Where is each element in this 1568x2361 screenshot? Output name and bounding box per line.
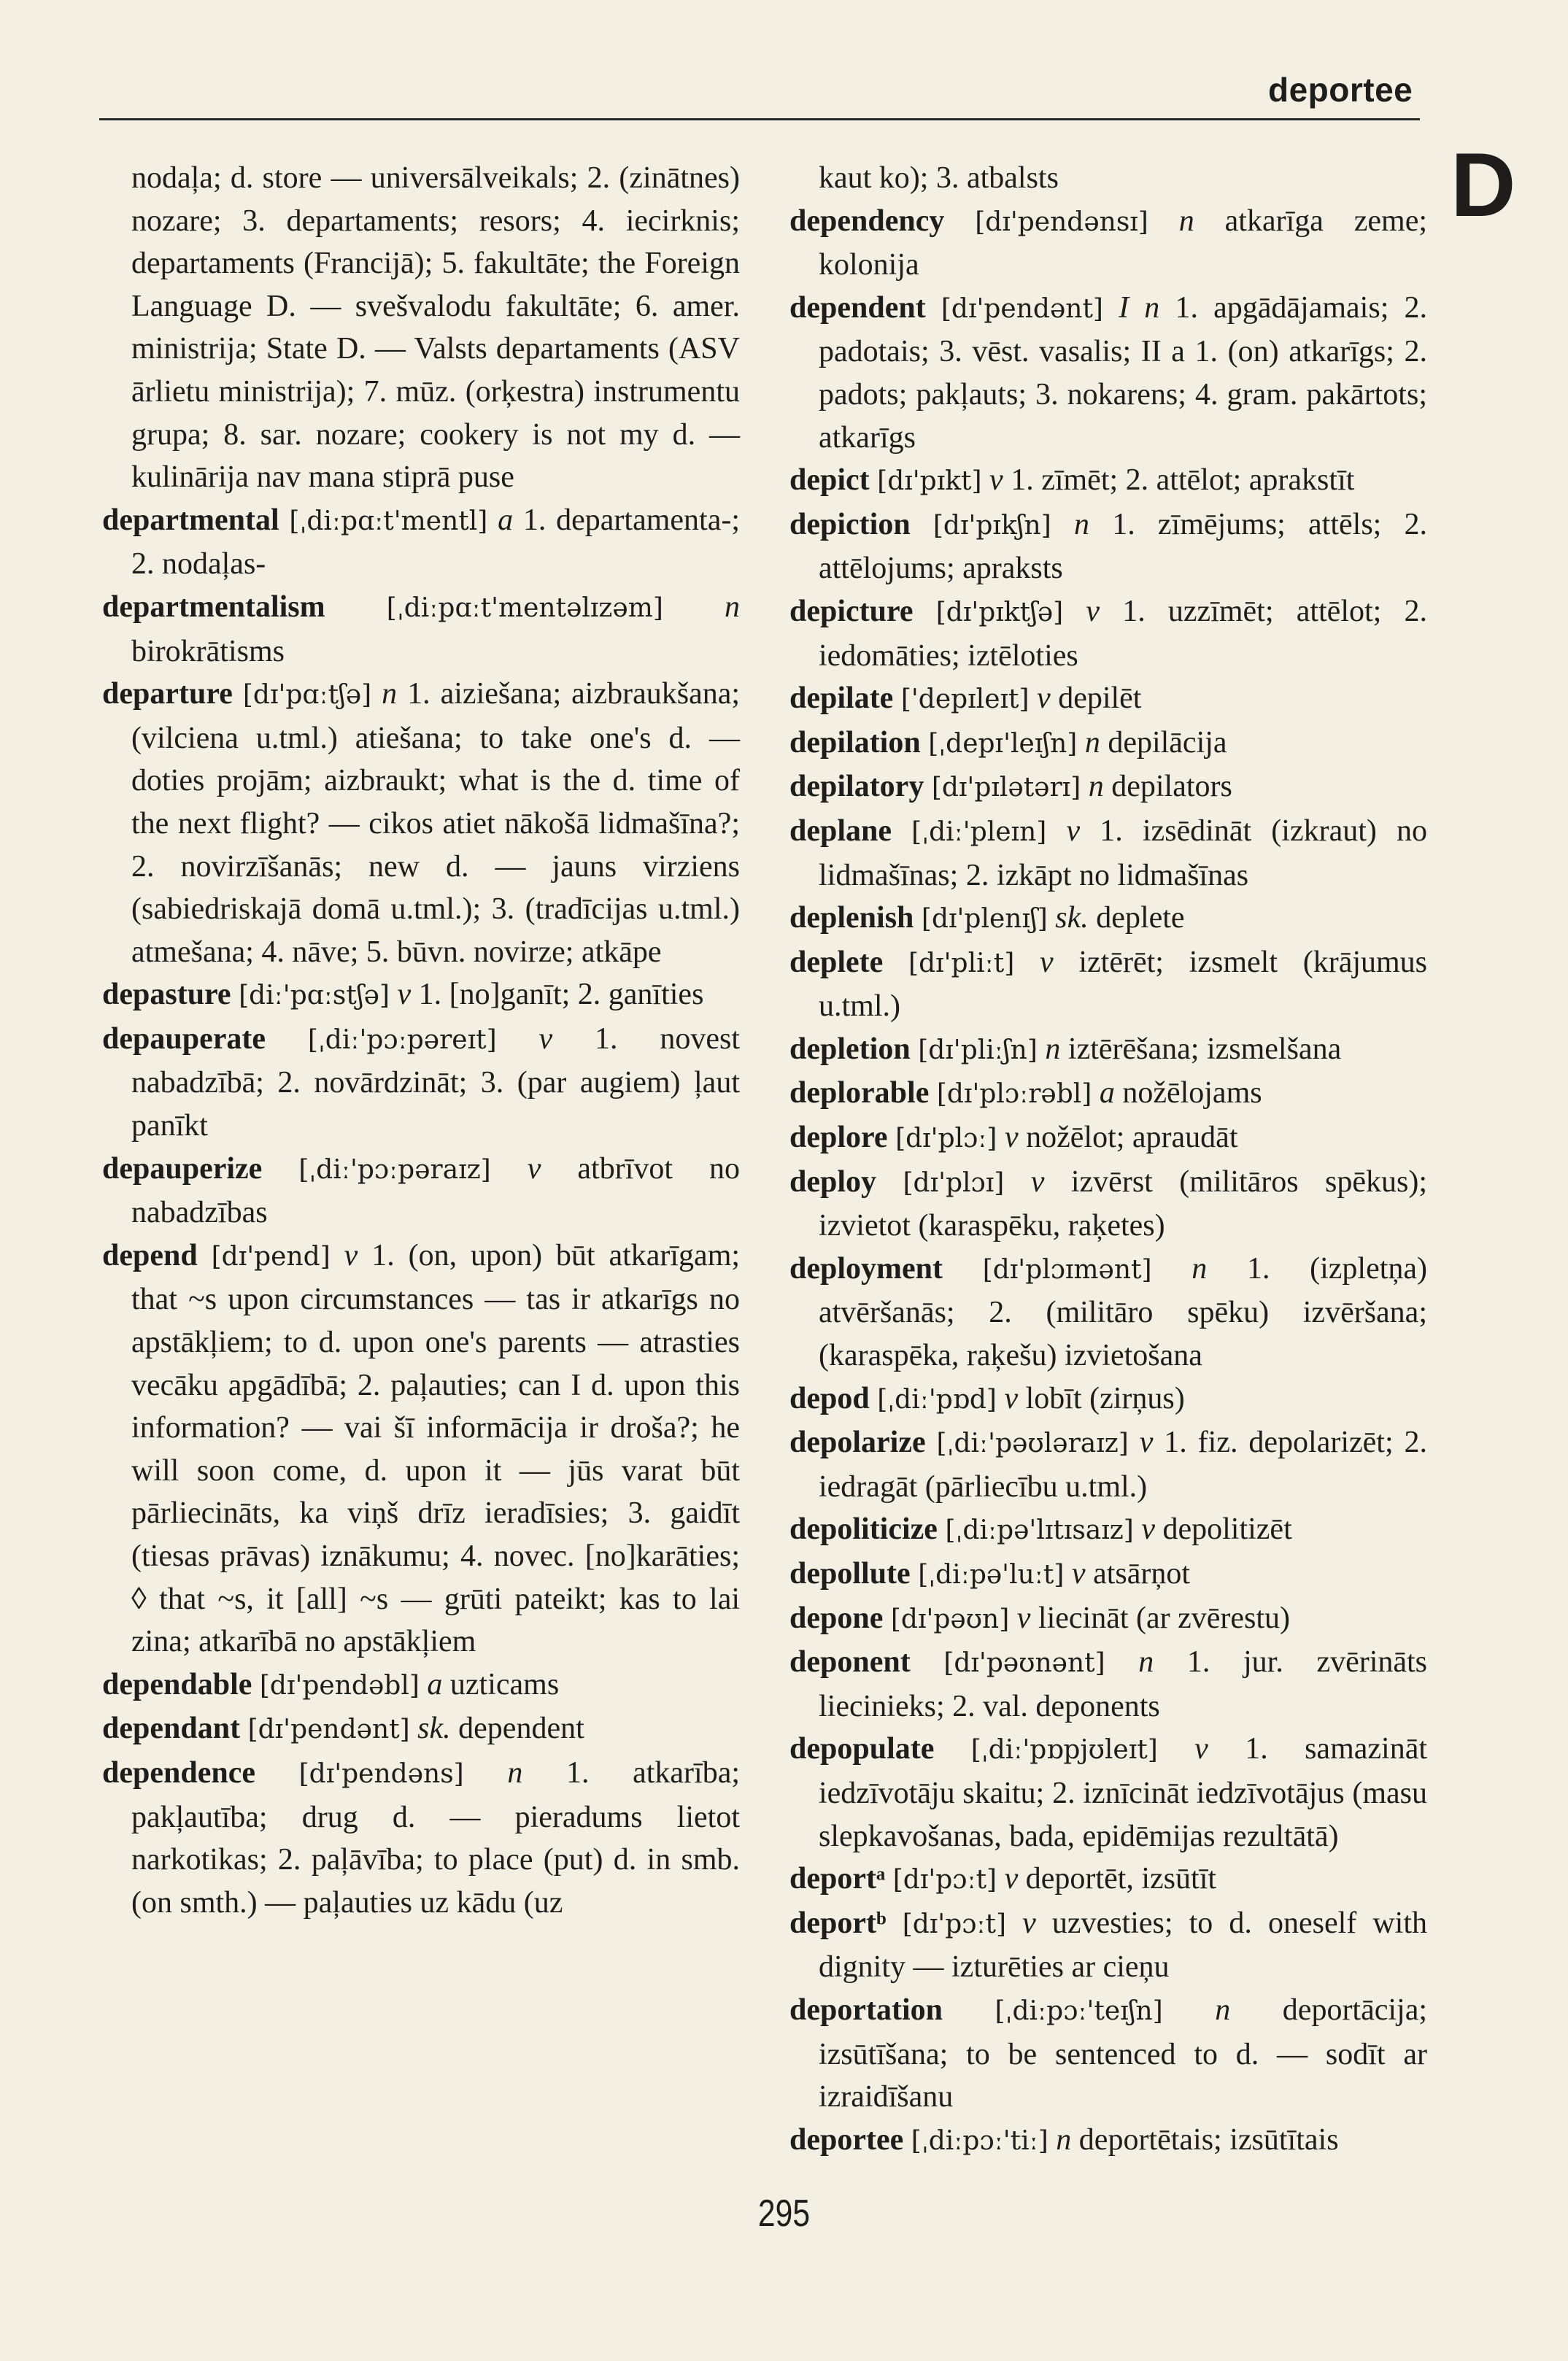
definition: dependent — [458, 1712, 584, 1746]
pronunciation: [dɪ'pɔːt] — [902, 1909, 1007, 1939]
headword: deportee — [789, 2122, 904, 2157]
headword: deployment — [789, 1251, 943, 1286]
dictionary-entry — [789, 157, 1427, 200]
definition: 1. fiz. depolarizēt; 2. iedragāt (pārliecību u.tml.) — [819, 1426, 1428, 1504]
part-of-speech: I n — [1119, 290, 1160, 325]
dictionary-entry — [102, 1234, 740, 1663]
headword: depilate — [789, 681, 894, 716]
definition: deportācija; izsūtīšana; to be sentenced to d. — sodīt ar izraidīšanu — [819, 1993, 1428, 2114]
dictionary-entry — [102, 1663, 740, 1708]
part-of-speech: v — [989, 463, 1003, 498]
definition: kaut ko); 3. atbalsts — [819, 161, 1059, 195]
part-of-speech: v — [1066, 814, 1081, 848]
headword: deplenish — [789, 901, 914, 935]
definition: 1. aiziešana; aizbraukšana; (vilciena u.tml.) atiešana; to take one's d. — doties projām; aizbraukt; what is the d. time of the next flight? — cikos atiet nākošā lidmašīna?; 2. novirzīšanās; new d. — jauns virziens (sabiedriskajā domā u.tml.); 3. (tradīcijas u.tml.) atmešana; 4. nāve; 5. būvn. novirze; atkāpe — [131, 677, 741, 969]
part-of-speech: v — [1004, 1862, 1019, 1896]
definition: deportēt, izsūtīt — [1025, 1862, 1217, 1896]
pronunciation: [dɪ'pɪktʃə] — [935, 597, 1064, 627]
part-of-speech: n — [382, 677, 398, 711]
headword: depasture — [102, 978, 231, 1012]
dictionary-entry — [102, 499, 740, 586]
pronunciation: [dɪ'pendənt] — [247, 1715, 410, 1745]
part-of-speech: sk. — [1055, 901, 1089, 935]
dictionary-entry — [102, 1018, 740, 1148]
dictionary-entry — [789, 1116, 1427, 1161]
pronunciation: [dɪ'plɔː] — [895, 1124, 997, 1154]
definition: 1. jur. zvērināts liecinieks; 2. val. deponents — [819, 1645, 1428, 1723]
headword: deplane — [789, 814, 892, 848]
definition: depilēt — [1058, 681, 1142, 716]
pronunciation: [dɪ'pɔːt] — [892, 1865, 997, 1896]
definition: deplete — [1096, 901, 1185, 935]
pronunciation: [dɪ'pendəns] — [298, 1758, 464, 1789]
part-of-speech: n — [1073, 507, 1089, 541]
headword: depicture — [789, 594, 914, 628]
headword: deplete — [789, 945, 884, 979]
left-column — [102, 157, 740, 1924]
dictionary-entry — [789, 459, 1427, 503]
part-of-speech: n — [1178, 204, 1194, 238]
dictionary-entry — [789, 590, 1427, 677]
headword: depone — [789, 1601, 884, 1635]
definition: birokrātisms — [131, 634, 285, 668]
pronunciation: [dɪ'pɑːtʃə] — [242, 680, 372, 711]
pronunciation: [dɪ'plɔːrəbl] — [936, 1079, 1092, 1110]
headword: depletion — [789, 1032, 911, 1066]
dictionary-entry — [789, 1597, 1427, 1642]
definition: uzvesties; to d. oneself with dignity — izturēties ar cieņu — [819, 1906, 1428, 1985]
pronunciation: [dɪ'pend] — [211, 1241, 331, 1272]
definition: 1. apgādājamais; 2. padotais; 3. vēst. vasalis; II a 1. (on) atkarīgs; 2. padots; pakļauts; 3. nokarens; 4. gram. pakārtots; atkarīgs — [819, 290, 1428, 455]
dictionary-entry — [789, 1641, 1427, 1728]
pronunciation: [ˌdiːpə'luːt] — [918, 1560, 1065, 1590]
dictionary-entry — [789, 941, 1427, 1028]
headword: departmental — [102, 503, 279, 537]
running-head: deportee — [1268, 71, 1413, 109]
part-of-speech: v — [1071, 1557, 1086, 1591]
definition: liecināt (ar zvērestu) — [1038, 1601, 1291, 1635]
pronunciation: [dɪ'pendənsɪ] — [975, 206, 1148, 237]
pronunciation: [ˌdiː'pəʊləraɪz] — [936, 1429, 1129, 1459]
dictionary-entry — [102, 673, 740, 973]
dictionary-entry — [789, 897, 1427, 941]
headword: dependable — [102, 1667, 252, 1701]
dictionary-entry — [789, 765, 1427, 810]
headword: deploy — [789, 1164, 877, 1199]
part-of-speech: n — [1088, 770, 1104, 804]
definition: atsārņot — [1093, 1557, 1191, 1591]
right-column — [789, 157, 1427, 2163]
pronunciation: [dɪ'pɪkʃn] — [932, 510, 1051, 541]
definition: deportētais; izsūtītais — [1078, 2122, 1339, 2157]
part-of-speech: n — [1215, 1993, 1231, 2027]
headword: deponent — [789, 1645, 911, 1680]
definition: atbrīvot no nabadzības — [131, 1151, 741, 1230]
headword: deportᵃ — [789, 1862, 886, 1896]
dictionary-entry — [789, 503, 1427, 590]
dictionary-entry — [789, 1248, 1427, 1377]
part-of-speech: v — [1016, 1601, 1031, 1635]
part-of-speech: n — [1192, 1251, 1208, 1286]
headword: deportation — [789, 1993, 943, 2027]
definition: 1. samazināt iedzīvotāju skaitu; 2. iznīcināt iedzīvotājus (masu slepkavošanas, bada, epidēmijas rezultātā) — [819, 1732, 1428, 1853]
dictionary-entry — [102, 586, 740, 673]
headword: depoliticize — [789, 1512, 938, 1547]
part-of-speech: a — [1099, 1076, 1115, 1110]
part-of-speech: v — [1141, 1512, 1155, 1547]
part-of-speech: n — [1045, 1032, 1061, 1066]
definition: 1. atkarība; pakļautība; drug d. — pieradums lietot narkotikas; 2. paļāvība; to place (put) d. in smb. (on smth.) — paļauties uz kādu (uz — [131, 1755, 741, 1920]
pronunciation: [dɪ'pliːʃn] — [918, 1035, 1038, 1065]
page-number: 295 — [757, 2192, 811, 2235]
pronunciation: [dɪ'pəʊnənt] — [943, 1648, 1105, 1679]
dictionary-entry — [102, 973, 740, 1018]
dictionary-entry — [789, 1421, 1427, 1508]
definition: atkarīga zeme; kolonija — [819, 204, 1428, 282]
pronunciation: [ˌdepɪ'leɪʃn] — [928, 728, 1078, 759]
pronunciation: [ˌdiː'pɒd] — [877, 1384, 997, 1415]
headword: dependence — [102, 1755, 255, 1790]
definition: nožēlojams — [1122, 1076, 1262, 1110]
definition: depolitizēt — [1162, 1512, 1292, 1547]
pronunciation: [ˌdiː'pɒpjʊleɪt] — [970, 1735, 1158, 1766]
dictionary-entry — [102, 157, 740, 499]
part-of-speech: a — [498, 503, 514, 537]
dictionary-entry — [789, 1989, 1427, 2119]
part-of-speech: a — [427, 1667, 443, 1701]
definition: 1. uzzīmēt; attēlot; 2. iedomāties; iztēloties — [819, 594, 1428, 673]
definition: nodaļa; d. store — universālveikals; 2. (zinātnes) nozare; 3. departaments; resors; 4. iecirknis; departaments (Francijā); 5. fakultāte; the Foreign Language D. — svešvalodu fakultāte; 6. amer. ministrija; State D. — Valsts departaments (ASV ārlietu ministrija); 7. mūz. (orķestra) instrumentu grupa; 8. sar. nozare; cookery is not my d. — kulinārija nav mana stiprā puse — [131, 161, 740, 495]
dictionary-entry — [789, 287, 1427, 459]
pronunciation: [ˌdiːpɑːt'mentəlɪzəm] — [386, 592, 663, 623]
pronunciation: [ˌdiːpɔː'teɪʃn] — [995, 1995, 1163, 2026]
pronunciation: [dɪ'plɔɪmənt] — [982, 1254, 1152, 1285]
part-of-speech: v — [1004, 1381, 1019, 1415]
part-of-speech: v — [1039, 945, 1054, 979]
part-of-speech: v — [397, 978, 412, 1012]
headword: depend — [102, 1238, 198, 1272]
pronunciation: [dɪ'pəʊn] — [890, 1604, 1010, 1634]
part-of-speech: v — [1037, 681, 1051, 716]
definition: 1. izsēdināt (izkraut) no lidmašīnas; 2. izkāpt no lidmašīnas — [819, 814, 1428, 892]
headword: depolarize — [789, 1426, 926, 1460]
headword: deplore — [789, 1121, 888, 1155]
definition: 1. departamenta-; 2. nodaļas- — [131, 503, 740, 581]
part-of-speech: v — [344, 1238, 358, 1272]
definition: 1. (izpletņa) atvēršanās; 2. (militāro spēku) izvēršana; (karaspēka, raķešu) izvietošana — [819, 1251, 1428, 1373]
dictionary-entry — [102, 1752, 740, 1924]
definition: nožēlot; apraudāt — [1026, 1121, 1238, 1155]
part-of-speech: v — [1030, 1164, 1045, 1199]
headword: depilation — [789, 725, 921, 760]
dictionary-entry — [789, 1161, 1427, 1248]
headword: depiction — [789, 507, 911, 541]
pronunciation: [ˌdiː'pɔːpəreɪt] — [307, 1024, 497, 1055]
dictionary-entry — [789, 1072, 1427, 1116]
pronunciation: [diː'pɑːstʃə] — [239, 981, 390, 1011]
dictionary-entry — [789, 810, 1427, 897]
thumb-index-letter: D — [1451, 135, 1516, 236]
part-of-speech: n — [507, 1755, 523, 1790]
headword: deportᵇ — [789, 1906, 887, 1940]
dictionary-entry — [789, 200, 1427, 287]
dictionary-entry — [789, 1728, 1427, 1858]
definition: 1. zīmējums; attēls; 2. attēlojums; apraksts — [819, 507, 1428, 586]
pronunciation: [dɪ'plɔɪ] — [903, 1167, 1005, 1198]
headword: depauperate — [102, 1021, 266, 1056]
pronunciation: [ˌdiː'pleɪn] — [911, 816, 1047, 847]
part-of-speech: v — [538, 1021, 553, 1056]
dictionary-entry — [789, 677, 1427, 722]
definition: uzticams — [449, 1667, 560, 1701]
pronunciation: ['depɪleɪt] — [900, 684, 1030, 715]
headword: dependant — [102, 1712, 241, 1746]
part-of-speech: v — [1086, 594, 1100, 628]
dictionary-entry — [789, 1377, 1427, 1422]
headword: depict — [789, 463, 870, 498]
headword: departmentalism — [102, 590, 325, 624]
pronunciation: [ˌdiː'pɔːpəraɪz] — [298, 1154, 491, 1185]
headword: departure — [102, 677, 233, 711]
headword: dependency — [789, 204, 945, 238]
pronunciation: [dɪ'pliːt] — [908, 948, 1015, 978]
definition: iztērēt; izsmelt (krājumus u.tml.) — [819, 945, 1428, 1024]
part-of-speech: v — [1004, 1121, 1019, 1155]
headword: depilatory — [789, 770, 924, 804]
headword: depollute — [789, 1557, 911, 1591]
pronunciation: [ˌdiːpə'lɪtɪsaɪz] — [945, 1515, 1134, 1546]
pronunciation: [dɪ'pendənt] — [941, 293, 1103, 324]
definition: iztērēšana; izsmelšana — [1067, 1032, 1342, 1066]
part-of-speech: n — [1084, 725, 1100, 760]
pronunciation: [dɪ'pendəbl] — [259, 1670, 420, 1701]
definition: depilators — [1111, 770, 1232, 804]
pronunciation: [dɪ'pɪlətərɪ] — [931, 773, 1081, 803]
definition: 1. (on, upon) būt atkarīgam; that ~s upon circumstances — tas ir atkarīgs no apstākļiem; to d. upon one's parents — atrasties vecāku apgādībā; 2. paļauties; can I d. upon this information? — vai šī informācija ir droša?; he will soon come, d. upon it — jūs varat būt pārliecināts, ka viņš drīz ieradīsies; 3. gaidīt (tiesas prāvas) iznākumu; 4. novec. [no]karāties; ◊ that ~s, it [all] ~s — grūti pateikt; kas to lai zina; atkarībā no apstākļiem — [131, 1238, 741, 1659]
headword: depod — [789, 1381, 870, 1415]
dictionary-entry — [789, 1553, 1427, 1597]
pronunciation: [dɪ'pɪkt] — [877, 466, 982, 497]
dictionary-entry — [789, 1902, 1427, 1989]
headword: dependent — [789, 290, 926, 325]
dictionary-entry — [789, 2119, 1427, 2163]
dictionary-entry — [789, 722, 1427, 766]
definition: 1. [no]ganīt; 2. ganīties — [418, 978, 704, 1012]
dictionary-entry — [102, 1707, 740, 1752]
part-of-speech: v — [1194, 1732, 1208, 1766]
headword: deplorable — [789, 1076, 930, 1110]
pronunciation: [dɪ'plenɪʃ] — [921, 904, 1048, 935]
part-of-speech: v — [527, 1151, 541, 1186]
header-rule — [99, 118, 1420, 120]
pronunciation: [ˌdiːpɑːt'mentl] — [289, 506, 488, 536]
definition: 1. novest nabadzībā; 2. novārdzināt; 3. (par augiem) ļaut panīkt — [131, 1021, 740, 1143]
part-of-speech: n — [1138, 1645, 1154, 1680]
part-of-speech: v — [1139, 1426, 1154, 1460]
part-of-speech: n — [1056, 2122, 1072, 2157]
definition: lobīt (zirņus) — [1025, 1381, 1185, 1415]
definition: 1. zīmēt; 2. attēlot; aprakstīt — [1011, 463, 1355, 498]
part-of-speech: v — [1022, 1906, 1036, 1940]
dictionary-entry — [102, 1148, 740, 1234]
dictionary-entry — [789, 1508, 1427, 1553]
definition: depilācija — [1108, 725, 1227, 760]
part-of-speech: sk. — [417, 1712, 451, 1746]
part-of-speech: n — [725, 590, 741, 624]
dictionary-entry — [789, 1858, 1427, 1902]
definition: izvērst (militāros spēkus); izvietot (karaspēku, raķetes) — [819, 1164, 1428, 1243]
headword: depopulate — [789, 1732, 935, 1766]
dictionary-entry — [789, 1028, 1427, 1073]
headword: depauperize — [102, 1151, 263, 1186]
pronunciation: [ˌdiːpɔː'tiː] — [911, 2125, 1048, 2156]
